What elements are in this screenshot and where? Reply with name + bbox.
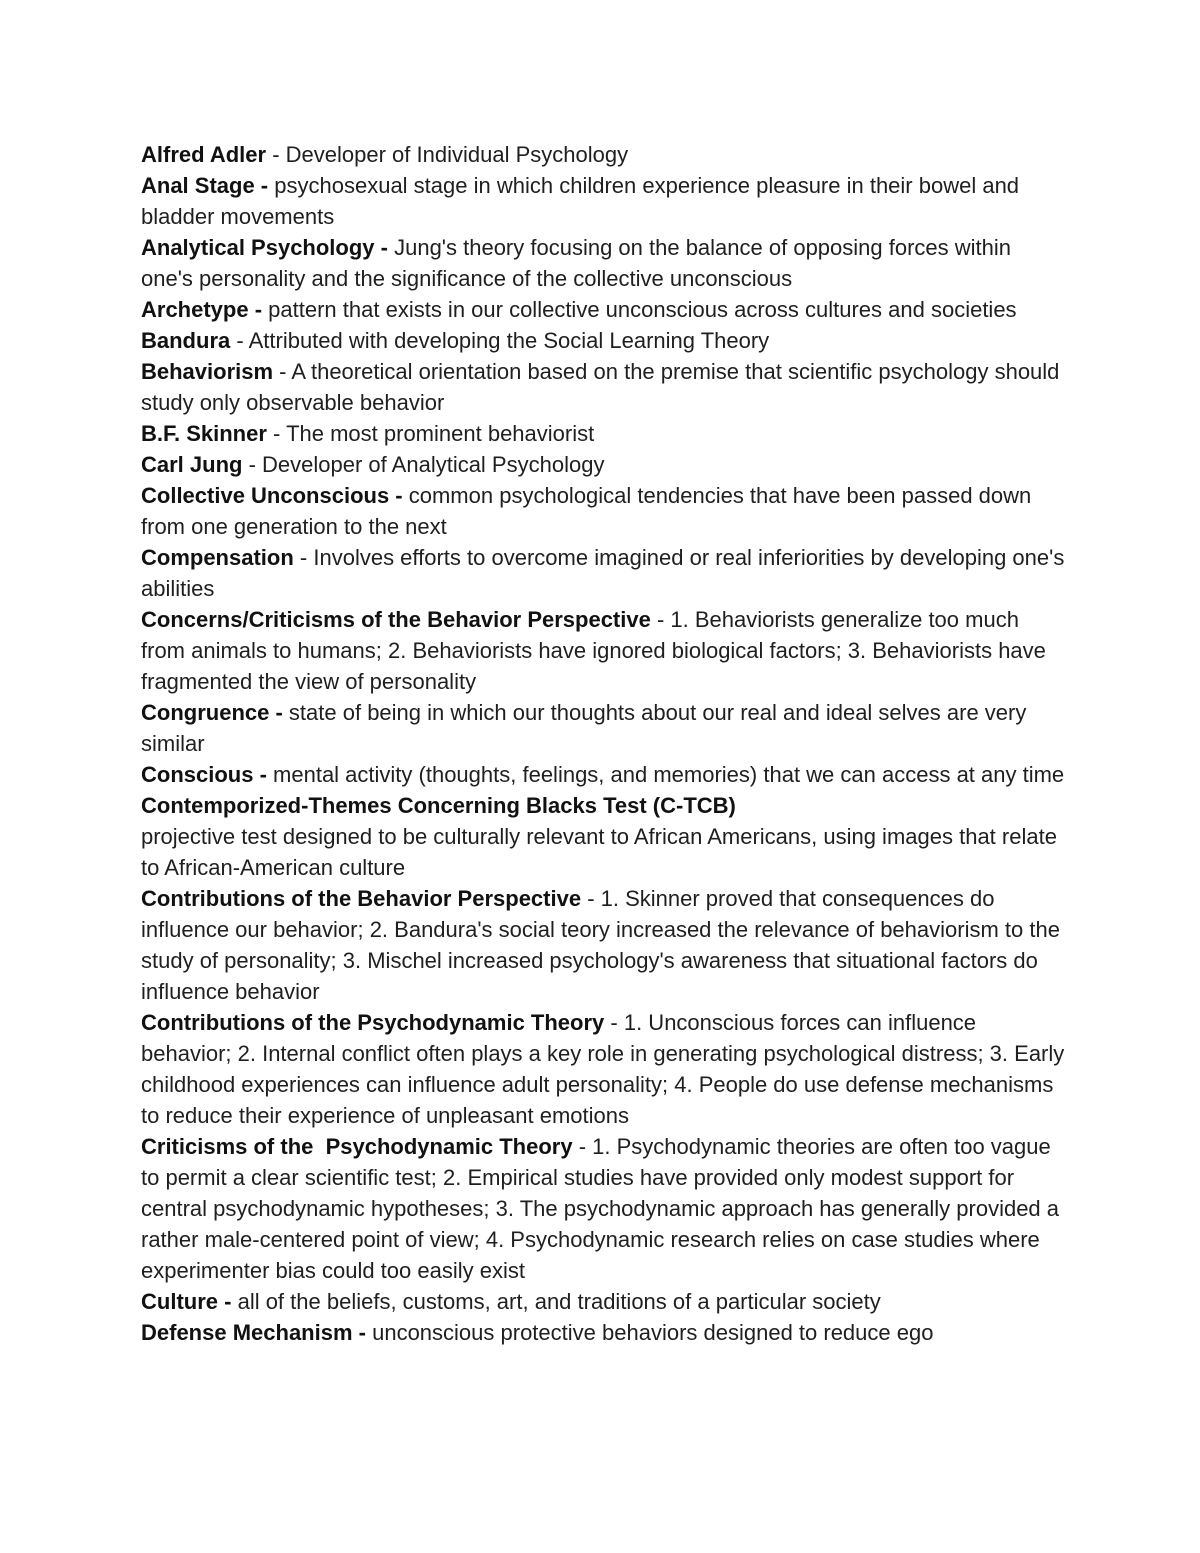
separator: - — [581, 886, 601, 911]
definition: unconscious protective behaviors designed to reduce ego — [372, 1320, 934, 1345]
definition: Jung's theory focusing on the balance of opposing forces within one's personality and the significance of the collective unconscious — [141, 235, 1012, 291]
term: Carl Jung — [141, 452, 243, 477]
definition: all of the beliefs, customs, art, and traditions of a particular society — [237, 1289, 881, 1314]
term: Bandura — [141, 328, 231, 353]
definition: Developer of Individual Psychology — [285, 142, 629, 167]
glossary-entry-bf-skinner — [141, 418, 1066, 449]
glossary-entry-bandura — [141, 325, 1066, 356]
term: Compensation — [141, 545, 294, 570]
definition: 1. Skinner proved that consequences do influence our behavior; 2. Bandura's social teory increased the relevance of behaviorism to the study of personality; 3. Mischel increased psychology's awareness that situational factors do influence behavior — [141, 886, 1060, 1004]
glossary-entry-archetype — [141, 294, 1066, 325]
glossary-entry-congruence — [141, 697, 1066, 759]
glossary-entry-concerns-criticisms-behavior — [141, 604, 1066, 697]
term: Contributions of the Behavior Perspective — [141, 886, 582, 911]
definition: common psychological tendencies that have been passed down from one generation to the next — [141, 483, 1032, 539]
separator: - — [650, 607, 671, 632]
term: Anal Stage - — [141, 173, 269, 198]
separator: - — [293, 545, 314, 570]
separator: - — [273, 359, 292, 384]
definition: mental activity (thoughts, feelings, and memories) that we can access at any time — [273, 762, 1065, 787]
definition: pattern that exists in our collective unconscious across cultures and societies — [268, 297, 1017, 322]
glossary-entry-compensation — [141, 542, 1066, 604]
glossary-entry-carl-jung — [141, 449, 1066, 480]
term: Concerns/Criticisms of the Behavior Perspective — [141, 607, 651, 632]
glossary-entry-contributions-psychodynamic — [141, 1007, 1066, 1131]
term: Conscious - — [141, 762, 267, 787]
separator: - — [242, 452, 263, 477]
separator: - — [230, 328, 249, 353]
term: Collective Unconscious - — [141, 483, 403, 508]
definition: Developer of Analytical Psychology — [262, 452, 605, 477]
glossary-entry-contributions-behavior — [141, 883, 1066, 1007]
term: Contemporized-Themes Concerning Blacks Test (C-TCB) — [141, 793, 736, 818]
glossary-entry-analytical-psychology — [141, 232, 1066, 294]
term: Congruence - — [141, 700, 283, 725]
definition: 1. Behaviorists generalize too much from animals to humans; 2. Behaviorists have ignored biological factors; 3. Behaviorists have fragmented the view of personality — [141, 607, 1046, 694]
glossary-entry-conscious — [141, 759, 1066, 790]
definition: state of being in which our thoughts about our real and ideal selves are very similar — [141, 700, 1027, 756]
definition: 1. Psychodynamic theories are often too vague to permit a clear scientific test; 2. Empirical studies have provided only modest support for central psychodynamic hypotheses; 3. The psychodynamic approach has generally provided a rather male-centered point of view; 4. Psychodynamic research relies on case studies where experimenter bias could too easily exist — [141, 1134, 1060, 1283]
definition: projective test designed to be culturally relevant to African Americans, using images that relate to African-American culture — [141, 824, 1057, 880]
separator: - — [604, 1010, 624, 1035]
glossary-page — [141, 139, 1066, 1348]
glossary-entry-collective-unconscious — [141, 480, 1066, 542]
glossary-entry-culture — [141, 1286, 1066, 1317]
term: Behaviorism — [141, 359, 274, 384]
term: Alfred Adler — [141, 142, 267, 167]
term: Culture - — [141, 1289, 232, 1314]
term: B.F. Skinner — [141, 421, 267, 446]
glossary-entry-defense-mechanism — [141, 1317, 1066, 1348]
term: Contributions of the Psychodynamic Theory — [141, 1010, 605, 1035]
definition: Involves efforts to overcome imagined or real inferiorities by developing one's abilities — [141, 545, 1065, 601]
definition: A theoretical orientation based on the premise that scientific psychology should study only observable behavior — [141, 359, 1060, 415]
separator: - — [572, 1134, 593, 1159]
term: Archetype - — [141, 297, 263, 322]
glossary-entry-anal-stage — [141, 170, 1066, 232]
separator: - — [266, 421, 287, 446]
term: Analytical Psychology - — [141, 235, 388, 260]
definition: 1. Unconscious forces can influence behavior; 2. Internal conflict often plays a key role in generating psychological distress; 3. Early childhood experiences can influence adult personality; 4. People do use defense mechanisms to reduce their experience of unpleasant emotions — [141, 1010, 1065, 1128]
definition: The most prominent behaviorist — [286, 421, 595, 446]
glossary-entry-c-tcb — [141, 790, 1066, 883]
definition: psychosexual stage in which children experience pleasure in their bowel and bladder movements — [141, 173, 1020, 229]
glossary-entry-criticisms-psychodynamic — [141, 1131, 1066, 1286]
term: Criticisms of the Psychodynamic Theory — [141, 1134, 573, 1159]
separator: - — [266, 142, 286, 167]
definition: Attributed with developing the Social Learning Theory — [248, 328, 770, 353]
term: Defense Mechanism - — [141, 1320, 366, 1345]
glossary-entry-alfred-adler — [141, 139, 1066, 170]
glossary-entry-behaviorism — [141, 356, 1066, 418]
